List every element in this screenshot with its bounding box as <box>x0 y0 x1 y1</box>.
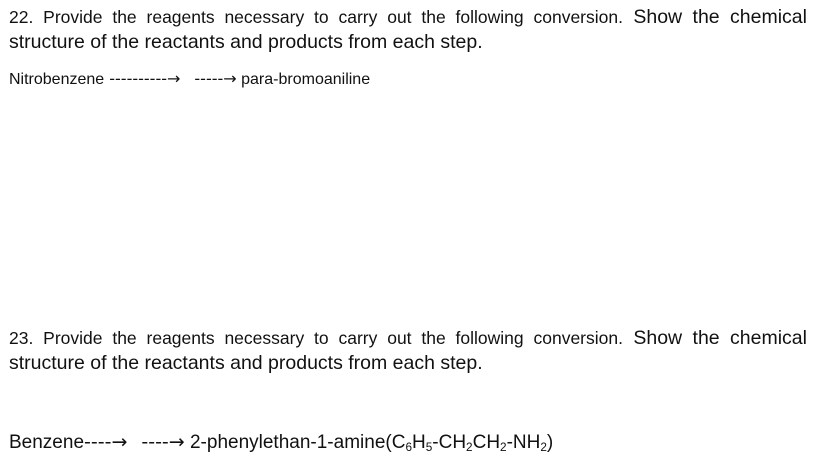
reaction-start-benzene: Benzene <box>9 432 85 453</box>
question-22-instruction: Provide the reagents necessary to carry out the following conversion. <box>33 7 623 27</box>
question-22-number: 22. <box>9 7 34 27</box>
reaction-arrow-2: -----→ <box>194 69 237 88</box>
question-23-text <box>9 326 807 376</box>
reaction-arrow-2: ----→ <box>141 431 185 453</box>
question-22-reaction-scheme <box>9 69 370 90</box>
question-22-text <box>9 5 807 55</box>
reaction-product-phenylethanamine: $2-phenylethan-1-amine(C_6H_5-CH_2CH_2-NH_2)$ <box>184 432 554 454</box>
question-22-instruction-continued: Show the chemical structure of the reactants and products from each step. <box>9 6 807 53</box>
reaction-start-nitrobenzene: Nitrobenzene <box>9 71 105 88</box>
reaction-arrow-1: ----→ <box>84 431 128 453</box>
question-23-instruction-continued: Show the chemical structure of the reactants and products from each step. <box>9 327 807 374</box>
question-23-reaction-scheme <box>9 430 553 455</box>
reaction-product-para-bromoaniline: para-bromoaniline <box>236 71 371 88</box>
reaction-arrow-1: ----------→ <box>104 69 181 88</box>
question-23-instruction: Provide the reagents necessary to carry out the following conversion. <box>33 328 623 348</box>
question-23-number: 23. <box>9 328 34 348</box>
